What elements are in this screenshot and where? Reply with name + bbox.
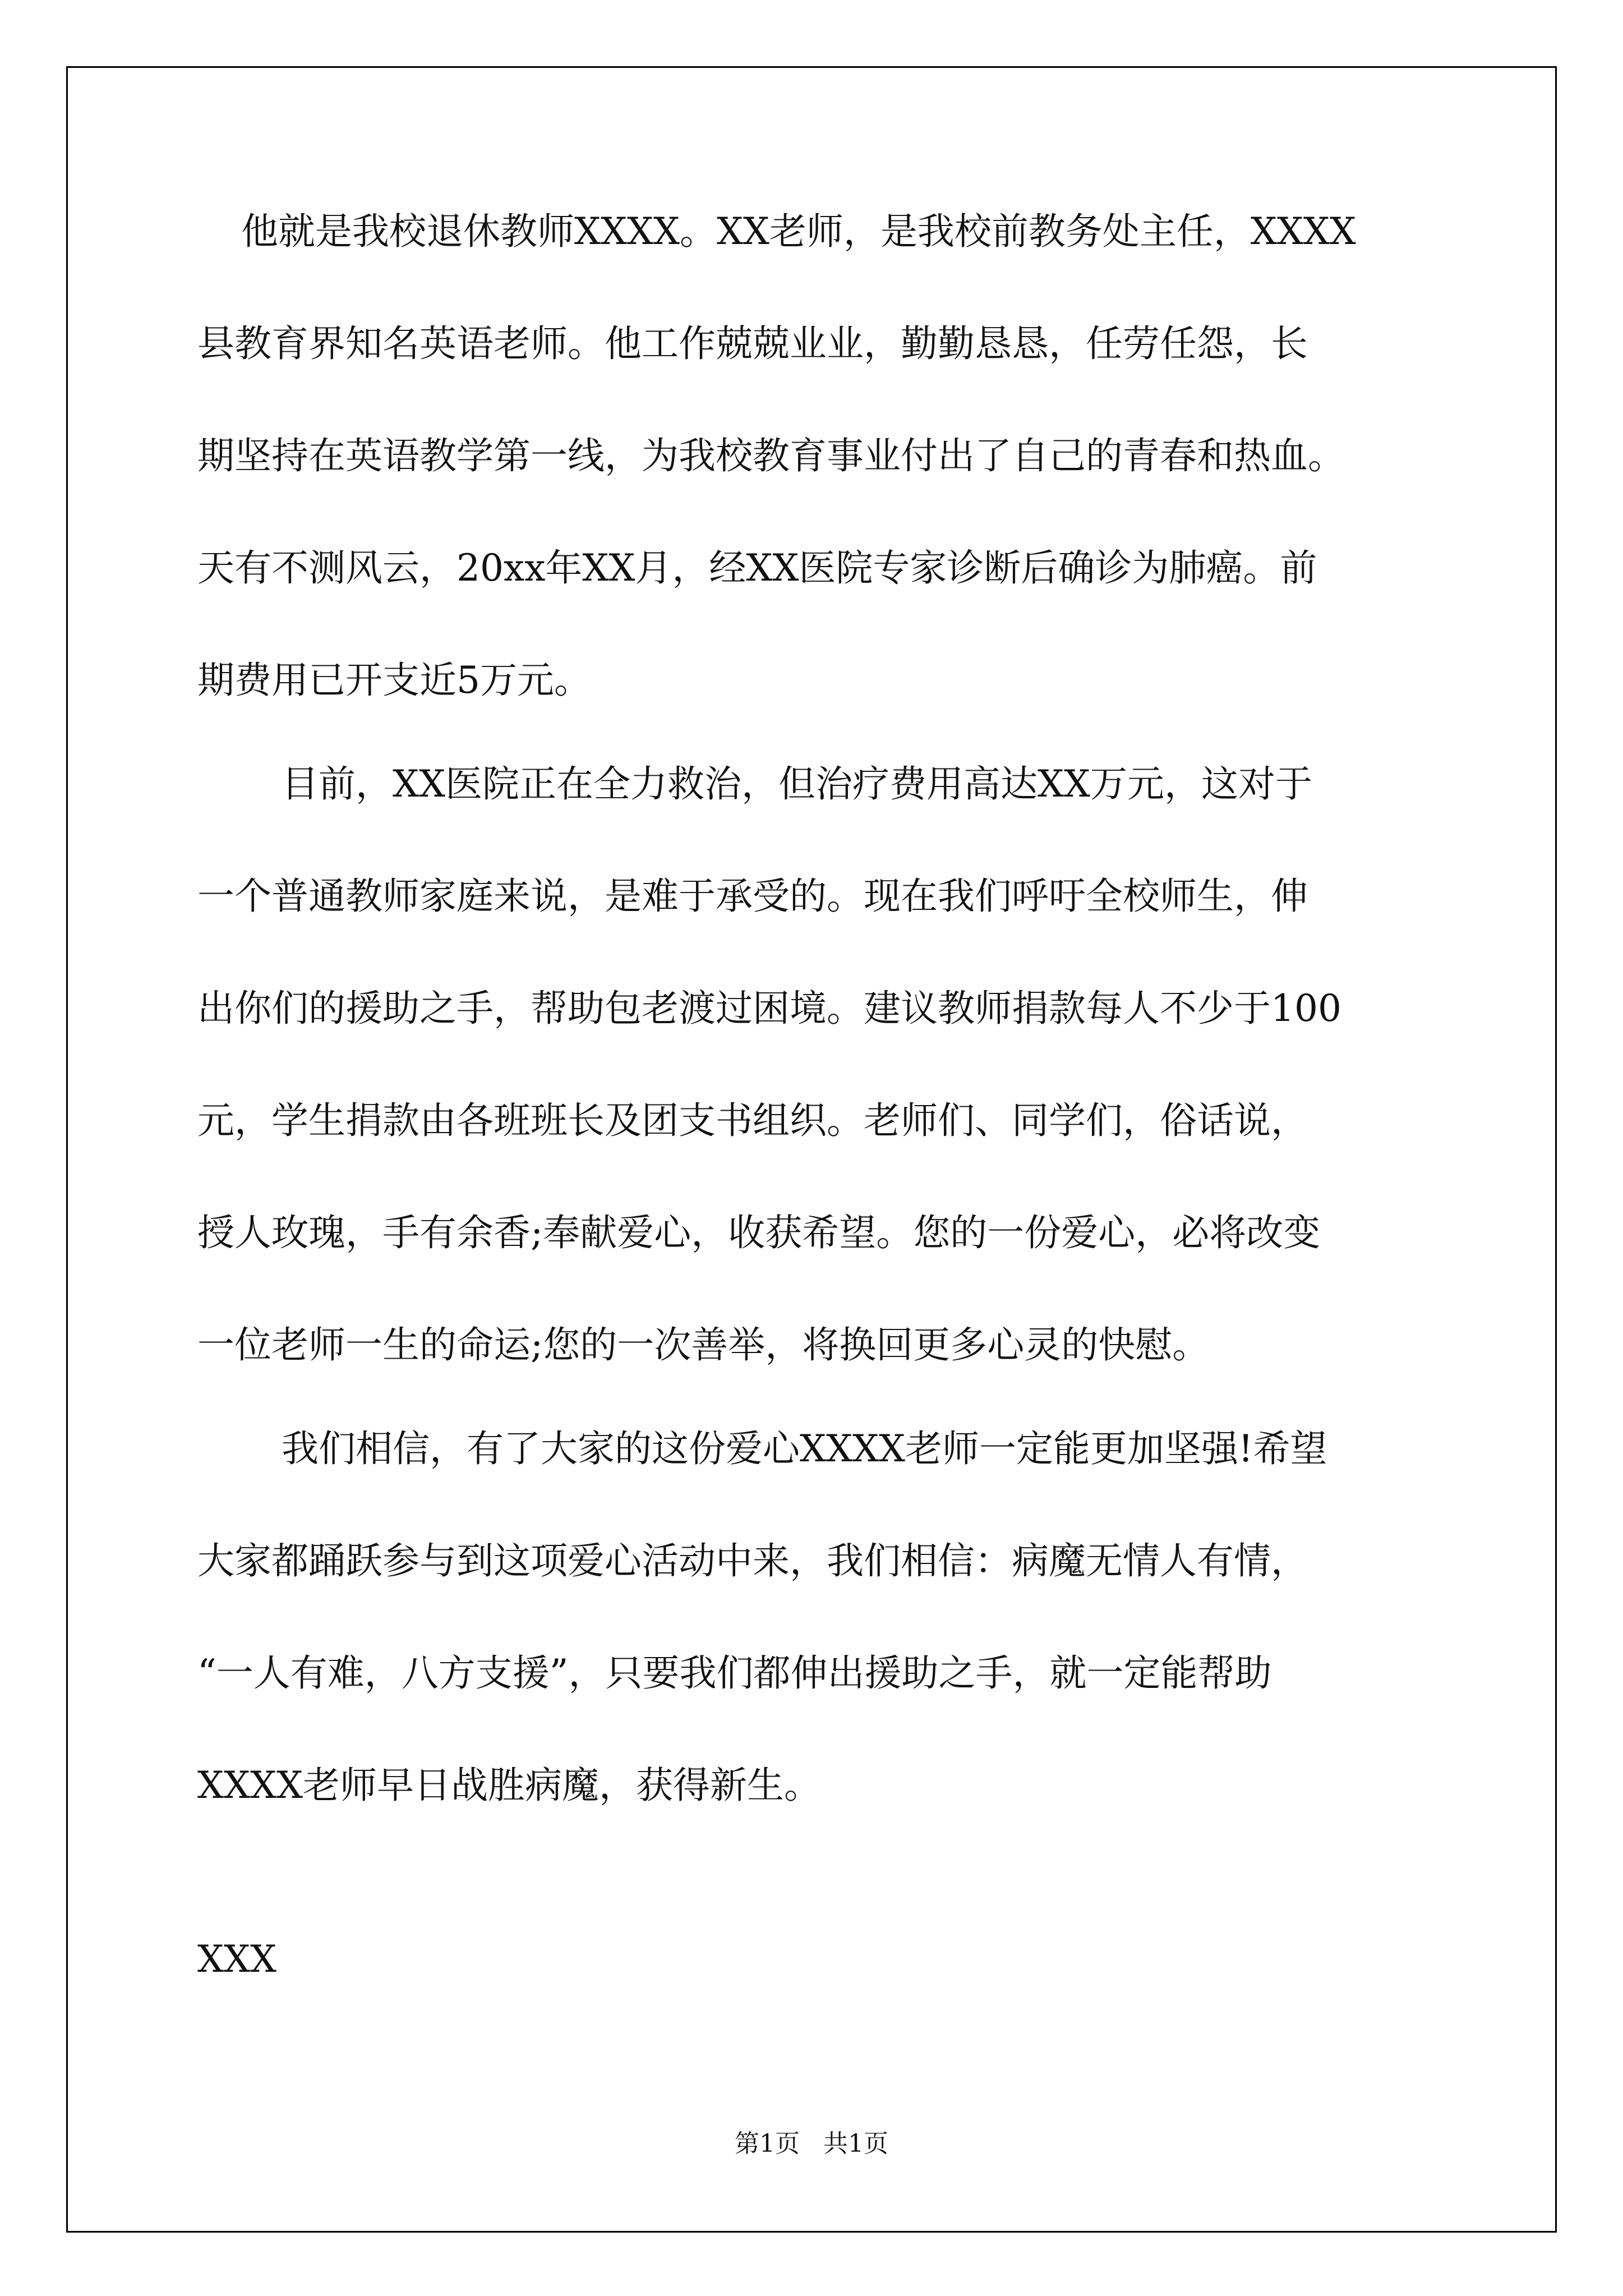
signature: XXX [197, 1938, 276, 1981]
paragraph-1-line-4: 天有不测风云，20xx年XX月，经XX医院专家诊断后确诊为肺癌。前 [197, 546, 1317, 590]
paragraph-2-line-5: 授人玫瑰，手有余香;奉献爱心，收获希望。您的一份爱心，必将改变 [197, 1211, 1321, 1254]
paragraph-2-line-4: 元，学生捐款由各班班长及团支书组织。老师们、同学们，俗话说， [197, 1099, 1308, 1142]
paragraph-3-line-2: 大家都踊跃参与到这项爱心活动中来，我们相信：病魔无情人有情， [197, 1539, 1308, 1582]
paragraph-2-line-1: 目前，XX医院正在全力救治，但治疗费用高达XX万元，这对于 [282, 762, 1312, 806]
paragraph-1-line-1: 他就是我校退休教师XXXX。XX老师，是我校前教务处主任，XXXX [241, 210, 1356, 253]
paragraph-1-line-3: 期坚持在英语教学第一线，为我校教育事业付出了自己的青春和热血。 [197, 434, 1345, 477]
paragraph-3-line-1: 我们相信，有了大家的这份爱心XXXX老师一定能更加坚强!希望 [282, 1427, 1327, 1470]
paragraph-2-line-6: 一位老师一生的命运;您的一次善举，将换回更多心灵的快慰。 [197, 1323, 1210, 1366]
paragraph-1-line-5: 期费用已开支近5万元。 [197, 659, 591, 702]
paragraph-3-line-3: “一人有难，八方支援”，只要我们都伸出援助之手，就一定能帮助 [197, 1651, 1272, 1695]
paragraph-1-line-2: 县教育界知名英语老师。他工作兢兢业业，勤勤恳恳，任劳任怨，长 [197, 322, 1308, 365]
paragraph-3-line-4: XXXX老师早日战胜病魔，获得新生。 [197, 1764, 821, 1807]
page-border [66, 66, 1557, 2233]
page-footer: 第1页 共1页 [735, 2129, 888, 2158]
paragraph-2-line-2: 一个普通教师家庭来说，是难于承受的。现在我们呼吁全校师生，伸 [197, 875, 1308, 918]
paragraph-2-line-3: 出你们的援助之手，帮助包老渡过困境。建议教师捐款每人不少于100 [197, 987, 1341, 1030]
